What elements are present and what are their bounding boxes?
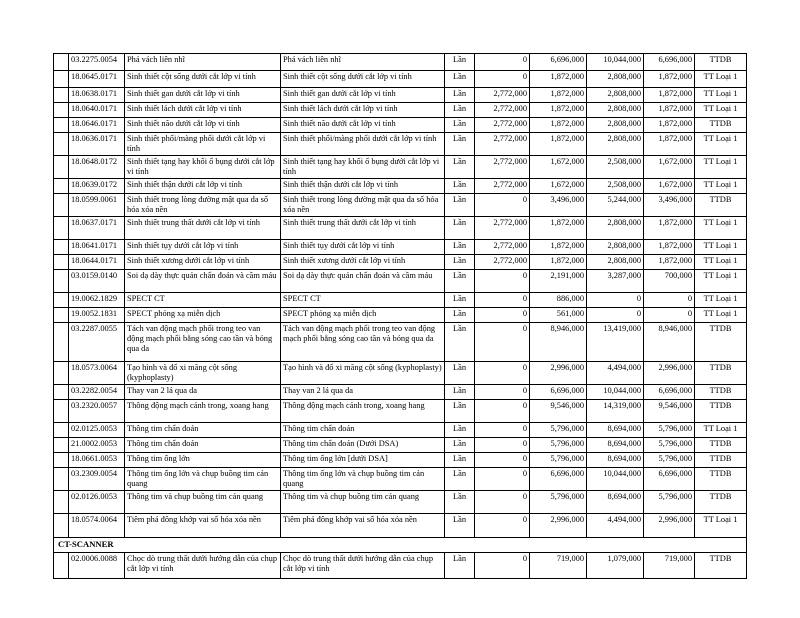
cell-note: TT Loại 1 xyxy=(695,270,747,293)
cell-index xyxy=(54,156,69,179)
cell-price-2: 1,872,000 xyxy=(530,71,587,88)
cell-index xyxy=(54,453,69,468)
cell-price-3: 4,494,000 xyxy=(587,514,644,538)
cell-price-4: 0 xyxy=(644,293,695,308)
cell-price-3: 8,694,000 xyxy=(587,453,644,468)
cell-price-2: 1,872,000 xyxy=(530,217,587,240)
cell-price-3: 10,044,000 xyxy=(587,468,644,491)
cell-price-1: 0 xyxy=(475,491,530,514)
cell-index xyxy=(54,293,69,308)
cell-price-2: 886,000 xyxy=(530,293,587,308)
cell-unit: Lần xyxy=(445,240,475,255)
cell-note: TT Loại 1 xyxy=(695,71,747,88)
cell-price-4: 1,872,000 xyxy=(644,217,695,240)
table-row xyxy=(54,553,747,579)
cell-price-2: 1,872,000 xyxy=(530,88,587,103)
cell-note: TT Loại 1 xyxy=(695,240,747,255)
cell-price-3: 13,419,000 xyxy=(587,323,644,362)
cell-service-name-alt: Tiêm phá đông khớp vai số hóa xóa nền xyxy=(281,514,445,538)
cell-code: 19.0052.1831 xyxy=(69,308,125,323)
cell-price-4: 1,872,000 xyxy=(644,255,695,270)
table-body xyxy=(54,54,747,538)
cell-unit: Lần xyxy=(445,194,475,217)
table-row xyxy=(54,308,747,323)
cell-service-name-alt: Soi dạ dày thực quản chẩn đoán và cầm máu xyxy=(281,270,445,293)
cell-code: 21.0002.0053 xyxy=(69,438,125,453)
cell-service-name: Sinh thiết cột sống dưới cắt lớp vi tính xyxy=(125,71,281,88)
cell-price-3: 0 xyxy=(587,308,644,323)
cell-service-name: Sinh thiết tụy dưới cắt lớp vi tính xyxy=(125,240,281,255)
cell-service-name-alt: Chọc dò trung thất dưới hướng dẫn của chụp cắt lớp vi tính xyxy=(281,553,445,579)
cell-service-name-alt: Thông tim chẩn đoán xyxy=(281,423,445,438)
cell-price-3: 2,508,000 xyxy=(587,156,644,179)
cell-price-4: 1,672,000 xyxy=(644,179,695,194)
cell-service-name-alt: Tạo hình và đổ xi măng cột sống (kyphoplasty) xyxy=(281,362,445,385)
cell-index xyxy=(54,255,69,270)
cell-price-3: 2,808,000 xyxy=(587,240,644,255)
cell-price-1: 0 xyxy=(475,553,530,579)
cell-index xyxy=(54,217,69,240)
cell-note: TT Loại 1 xyxy=(695,308,747,323)
table-row xyxy=(54,362,747,385)
cell-price-1: 0 xyxy=(475,468,530,491)
cell-code: 18.0573.0064 xyxy=(69,362,125,385)
table-row xyxy=(54,453,747,468)
cell-note: TTDB xyxy=(695,385,747,400)
cell-service-name: Sinh thiết xương dưới cắt lớp vi tính xyxy=(125,255,281,270)
cell-service-name: SPECT CT xyxy=(125,293,281,308)
cell-index xyxy=(54,514,69,538)
cell-index xyxy=(54,385,69,400)
cell-price-3: 8,694,000 xyxy=(587,438,644,453)
cell-price-1: 0 xyxy=(475,385,530,400)
cell-code: 18.0646.0171 xyxy=(69,118,125,133)
cell-price-4: 1,872,000 xyxy=(644,88,695,103)
cell-price-1: 2,772,000 xyxy=(475,255,530,270)
cell-price-4: 6,696,000 xyxy=(644,54,695,71)
cell-price-4: 1,872,000 xyxy=(644,240,695,255)
cell-code: 02.0125.0053 xyxy=(69,423,125,438)
cell-code: 18.0637.0171 xyxy=(69,217,125,240)
cell-code: 18.0641.0171 xyxy=(69,240,125,255)
table-row xyxy=(54,385,747,400)
cell-note: TT Loại 1 xyxy=(695,217,747,240)
cell-service-name: Sinh thiết tạng hay khối ổ bụng dưới cắt lớp vi tính xyxy=(125,156,281,179)
cell-price-2: 6,696,000 xyxy=(530,385,587,400)
cell-price-1: 0 xyxy=(475,453,530,468)
cell-code: 02.0126.0053 xyxy=(69,491,125,514)
cell-price-1: 0 xyxy=(475,308,530,323)
cell-service-name-alt: SPECT CT xyxy=(281,293,445,308)
cell-index xyxy=(54,54,69,71)
cell-service-name: Sinh thiết phổi/màng phổi dưới cắt lớp vi tính xyxy=(125,133,281,156)
cell-price-2: 5,796,000 xyxy=(530,491,587,514)
cell-price-2: 8,946,000 xyxy=(530,323,587,362)
cell-note: TT Loại 1 xyxy=(695,88,747,103)
cell-unit: Lần xyxy=(445,217,475,240)
cell-price-4: 1,872,000 xyxy=(644,71,695,88)
table-row xyxy=(54,156,747,179)
cell-index xyxy=(54,240,69,255)
cell-index xyxy=(54,423,69,438)
table-row xyxy=(54,194,747,217)
cell-unit: Lần xyxy=(445,308,475,323)
cell-service-name: Soi dạ dày thực quản chẩn đoán và cầm máu xyxy=(125,270,281,293)
cell-service-name: Sinh thiết trung thất dưới cắt lớp vi tính xyxy=(125,217,281,240)
cell-price-4: 9,546,000 xyxy=(644,400,695,423)
cell-service-name-alt: Sinh thiết tụy dưới cắt lớp vi tính xyxy=(281,240,445,255)
cell-price-1: 2,772,000 xyxy=(475,240,530,255)
cell-unit: Lần xyxy=(445,423,475,438)
cell-price-2: 5,796,000 xyxy=(530,453,587,468)
cell-service-name-alt: Thông tim và chụp buồng tim cản quang xyxy=(281,491,445,514)
cell-price-3: 8,694,000 xyxy=(587,491,644,514)
cell-price-1: 0 xyxy=(475,323,530,362)
cell-price-2: 561,000 xyxy=(530,308,587,323)
cell-price-3: 3,287,000 xyxy=(587,270,644,293)
cell-service-name-alt: Sinh thiết tạng hay khối ổ bụng dưới cắt lớp vi tính xyxy=(281,156,445,179)
table-row xyxy=(54,514,747,538)
cell-index xyxy=(54,323,69,362)
cell-service-name-alt: Sinh thiết lách dưới cắt lớp vi tính xyxy=(281,103,445,118)
cell-index xyxy=(54,491,69,514)
cell-service-name-alt: SPECT phóng xạ miễn dịch xyxy=(281,308,445,323)
cell-service-name-alt: Sinh thiết cột sống dưới cắt lớp vi tính xyxy=(281,71,445,88)
cell-price-2: 2,996,000 xyxy=(530,362,587,385)
cell-unit: Lần xyxy=(445,88,475,103)
cell-code: 18.0599.0061 xyxy=(69,194,125,217)
table-row xyxy=(54,491,747,514)
cell-unit: Lần xyxy=(445,118,475,133)
cell-service-name-alt: Thông tim ống lớn [dưới DSA] xyxy=(281,453,445,468)
cell-index xyxy=(54,270,69,293)
cell-unit: Lần xyxy=(445,400,475,423)
cell-unit: Lần xyxy=(445,362,475,385)
cell-unit: Lần xyxy=(445,133,475,156)
cell-service-name-alt: Sinh thiết não dưới cắt lớp vi tính xyxy=(281,118,445,133)
cell-note: TT Loại 1 xyxy=(695,514,747,538)
cell-service-name: SPECT phóng xạ miễn dịch xyxy=(125,308,281,323)
cell-price-2: 1,872,000 xyxy=(530,133,587,156)
cell-index xyxy=(54,133,69,156)
cell-service-name: Sinh thiết gan dưới cắt lớp vi tính xyxy=(125,88,281,103)
cell-price-2: 2,191,000 xyxy=(530,270,587,293)
cell-price-4: 1,872,000 xyxy=(644,133,695,156)
cell-service-name-alt: Phá vách liên nhĩ xyxy=(281,54,445,71)
cell-price-3: 8,694,000 xyxy=(587,423,644,438)
cell-price-3: 2,808,000 xyxy=(587,255,644,270)
table-row xyxy=(54,293,747,308)
cell-price-1: 2,772,000 xyxy=(475,133,530,156)
cell-price-2: 1,872,000 xyxy=(530,240,587,255)
cell-price-2: 6,696,000 xyxy=(530,54,587,71)
cell-note: TTDB xyxy=(695,453,747,468)
table-row xyxy=(54,179,747,194)
table-row xyxy=(54,118,747,133)
cell-unit: Lần xyxy=(445,293,475,308)
table-row xyxy=(54,255,747,270)
cell-price-4: 719,000 xyxy=(644,553,695,579)
cell-service-name: Thông tim chẩn đoán xyxy=(125,423,281,438)
cell-service-name: Sinh thiết lách dưới cắt lớp vi tính xyxy=(125,103,281,118)
cell-price-4: 6,696,000 xyxy=(644,385,695,400)
cell-service-name-alt: Thông động mạch cảnh trong, xoang hang xyxy=(281,400,445,423)
cell-code: 03.2282.0054 xyxy=(69,385,125,400)
cell-note: TTDB xyxy=(695,54,747,71)
cell-service-name: Thông tim ống lớn và chụp buồng tim cản quang xyxy=(125,468,281,491)
cell-price-4: 6,696,000 xyxy=(644,468,695,491)
cell-price-3: 10,044,000 xyxy=(587,385,644,400)
section-header-row xyxy=(54,538,747,553)
cell-index xyxy=(54,308,69,323)
cell-index xyxy=(54,179,69,194)
cell-service-name-alt: Thay van 2 lá qua da xyxy=(281,385,445,400)
cell-service-name: Tạo hình và đổ xi măng cột sống (kyphoplasty) xyxy=(125,362,281,385)
cell-note: TT Loại 1 xyxy=(695,255,747,270)
cell-index xyxy=(54,468,69,491)
cell-unit: Lần xyxy=(445,438,475,453)
cell-price-3: 2,808,000 xyxy=(587,103,644,118)
cell-service-name: Sinh thiết trong lòng đường mật qua da số hóa xóa nền xyxy=(125,194,281,217)
cell-price-1: 0 xyxy=(475,194,530,217)
table-row xyxy=(54,400,747,423)
cell-price-4: 5,796,000 xyxy=(644,423,695,438)
cell-unit: Lần xyxy=(445,255,475,270)
table-row xyxy=(54,71,747,88)
table-row xyxy=(54,103,747,118)
cell-price-4: 1,672,000 xyxy=(644,156,695,179)
cell-price-3: 10,044,000 xyxy=(587,54,644,71)
cell-price-1: 0 xyxy=(475,71,530,88)
cell-index xyxy=(54,194,69,217)
cell-index xyxy=(54,438,69,453)
cell-service-name: Thay van 2 lá qua da xyxy=(125,385,281,400)
cell-code: 02.0006.0088 xyxy=(69,553,125,579)
cell-price-1: 2,772,000 xyxy=(475,156,530,179)
cell-price-1: 0 xyxy=(475,438,530,453)
cell-note: TTDB xyxy=(695,118,747,133)
cell-unit: Lần xyxy=(445,453,475,468)
cell-price-4: 5,796,000 xyxy=(644,438,695,453)
table-row xyxy=(54,270,747,293)
cell-unit: Lần xyxy=(445,179,475,194)
cell-price-3: 2,808,000 xyxy=(587,71,644,88)
cell-price-2: 2,996,000 xyxy=(530,514,587,538)
table-body-ct-scanner xyxy=(54,553,747,579)
cell-note: TTDB xyxy=(695,323,747,362)
cell-service-name: Chọc dò trung thất dưới hướng dẫn của chụp cắt lớp vi tính xyxy=(125,553,281,579)
cell-code: 18.0661.0053 xyxy=(69,453,125,468)
cell-note: TT Loại 1 xyxy=(695,293,747,308)
cell-price-1: 0 xyxy=(475,423,530,438)
cell-price-3: 2,508,000 xyxy=(587,179,644,194)
cell-index xyxy=(54,400,69,423)
section-ct-scanner xyxy=(54,538,747,553)
cell-price-4: 1,872,000 xyxy=(644,103,695,118)
cell-code: 18.0644.0171 xyxy=(69,255,125,270)
cell-service-name-alt: Sinh thiết phổi/màng phổi dưới cắt lớp vi tính xyxy=(281,133,445,156)
cell-index xyxy=(54,362,69,385)
cell-price-1: 0 xyxy=(475,270,530,293)
cell-service-name-alt: Sinh thiết trung thất dưới cắt lớp vi tính xyxy=(281,217,445,240)
cell-price-4: 2,996,000 xyxy=(644,514,695,538)
cell-unit: Lần xyxy=(445,156,475,179)
cell-code: 03.0159.0140 xyxy=(69,270,125,293)
cell-code: 18.0640.0171 xyxy=(69,103,125,118)
cell-note: TTDB xyxy=(695,553,747,579)
cell-unit: Lần xyxy=(445,103,475,118)
cell-code: 18.0648.0172 xyxy=(69,156,125,179)
cell-price-2: 6,696,000 xyxy=(530,468,587,491)
cell-price-1: 0 xyxy=(475,514,530,538)
table-row xyxy=(54,240,747,255)
cell-service-name: Sinh thiết thận dưới cắt lớp vi tính xyxy=(125,179,281,194)
cell-service-name: Tiêm phá đông khớp vai số hóa xóa nền xyxy=(125,514,281,538)
table-row xyxy=(54,217,747,240)
cell-note: TTDB xyxy=(695,194,747,217)
cell-unit: Lần xyxy=(445,514,475,538)
cell-service-name: Thông tim và chụp buồng tim cản quang xyxy=(125,491,281,514)
cell-service-name-alt: Sinh thiết xương dưới cắt lớp vi tính xyxy=(281,255,445,270)
cell-note: TT Loại 1 xyxy=(695,179,747,194)
cell-price-1: 0 xyxy=(475,362,530,385)
cell-price-2: 1,872,000 xyxy=(530,103,587,118)
cell-note: TTDB xyxy=(695,400,747,423)
cell-unit: Lần xyxy=(445,54,475,71)
cell-price-2: 1,672,000 xyxy=(530,156,587,179)
cell-price-1: 0 xyxy=(475,400,530,423)
cell-note: TTDB xyxy=(695,491,747,514)
cell-code: 18.0645.0171 xyxy=(69,71,125,88)
cell-note: TTDB xyxy=(695,468,747,491)
table-row xyxy=(54,468,747,491)
cell-service-name: Tách van động mạch phổi trong teo van động mạch phổi bằng sóng cao tần và bóng qua da xyxy=(125,323,281,362)
cell-code: 03.2275.0054 xyxy=(69,54,125,71)
cell-note: TT Loại 1 xyxy=(695,156,747,179)
cell-price-3: 2,808,000 xyxy=(587,118,644,133)
cell-service-name: Thông tim chẩn đoán xyxy=(125,438,281,453)
cell-price-2: 5,796,000 xyxy=(530,423,587,438)
cell-index xyxy=(54,553,69,579)
cell-service-name: Thông tim ống lớn xyxy=(125,453,281,468)
cell-note: TTDB xyxy=(695,362,747,385)
section-title: CT-SCANNER xyxy=(54,538,747,553)
cell-price-2: 1,872,000 xyxy=(530,255,587,270)
cell-price-3: 2,808,000 xyxy=(587,88,644,103)
cell-price-2: 9,546,000 xyxy=(530,400,587,423)
cell-code: 03.2287.0055 xyxy=(69,323,125,362)
cell-unit: Lần xyxy=(445,491,475,514)
cell-price-1: 0 xyxy=(475,293,530,308)
cell-price-4: 2,996,000 xyxy=(644,362,695,385)
cell-code: 18.0636.0171 xyxy=(69,133,125,156)
price-table xyxy=(53,53,747,579)
cell-unit: Lần xyxy=(445,71,475,88)
cell-unit: Lần xyxy=(445,270,475,293)
cell-price-1: 2,772,000 xyxy=(475,217,530,240)
cell-note: TT Loại 1 xyxy=(695,103,747,118)
cell-service-name: Sinh thiết não dưới cắt lớp vi tính xyxy=(125,118,281,133)
cell-price-4: 5,796,000 xyxy=(644,491,695,514)
cell-price-3: 5,244,000 xyxy=(587,194,644,217)
cell-price-4: 0 xyxy=(644,308,695,323)
cell-price-4: 3,496,000 xyxy=(644,194,695,217)
cell-code: 18.0639.0172 xyxy=(69,179,125,194)
cell-price-1: 2,772,000 xyxy=(475,118,530,133)
cell-unit: Lần xyxy=(445,468,475,491)
cell-price-1: 2,772,000 xyxy=(475,179,530,194)
cell-service-name-alt: Sinh thiết gan dưới cắt lớp vi tính xyxy=(281,88,445,103)
cell-service-name-alt: Tách van động mạch phổi trong teo van động mạch phổi bằng sóng cao tần và bóng qua da xyxy=(281,323,445,362)
cell-price-3: 2,808,000 xyxy=(587,133,644,156)
table-row xyxy=(54,438,747,453)
cell-price-3: 2,808,000 xyxy=(587,217,644,240)
cell-service-name-alt: Sinh thiết trong lòng đường mật qua da số hóa xóa nền xyxy=(281,194,445,217)
cell-index xyxy=(54,103,69,118)
cell-note: TT Loại 1 xyxy=(695,423,747,438)
cell-service-name-alt: Thông tim chẩn đoán (Dưới DSA) xyxy=(281,438,445,453)
cell-service-name-alt: Thông tim ống lớn và chụp buồng tim cản quang xyxy=(281,468,445,491)
table-row xyxy=(54,423,747,438)
cell-index xyxy=(54,71,69,88)
cell-price-1: 2,772,000 xyxy=(475,103,530,118)
cell-price-4: 1,872,000 xyxy=(644,118,695,133)
cell-price-2: 719,000 xyxy=(530,553,587,579)
cell-unit: Lần xyxy=(445,385,475,400)
cell-code: 18.0574.0064 xyxy=(69,514,125,538)
cell-service-name: Thông động mạch cảnh trong, xoang hang xyxy=(125,400,281,423)
cell-code: 18.0638.0171 xyxy=(69,88,125,103)
cell-price-4: 5,796,000 xyxy=(644,453,695,468)
cell-price-1: 2,772,000 xyxy=(475,88,530,103)
cell-price-4: 8,946,000 xyxy=(644,323,695,362)
cell-code: 19.0062.1829 xyxy=(69,293,125,308)
table-row xyxy=(54,133,747,156)
cell-price-4: 700,000 xyxy=(644,270,695,293)
table-row xyxy=(54,88,747,103)
cell-index xyxy=(54,118,69,133)
table-row xyxy=(54,323,747,362)
cell-note: TTDB xyxy=(695,438,747,453)
cell-note: TT Loại 1 xyxy=(695,133,747,156)
cell-price-2: 1,672,000 xyxy=(530,179,587,194)
cell-price-2: 3,496,000 xyxy=(530,194,587,217)
cell-unit: Lần xyxy=(445,323,475,362)
cell-service-name: Phá vách liên nhĩ xyxy=(125,54,281,71)
cell-price-3: 4,494,000 xyxy=(587,362,644,385)
cell-price-2: 5,796,000 xyxy=(530,438,587,453)
cell-price-3: 14,319,000 xyxy=(587,400,644,423)
cell-unit: Lần xyxy=(445,553,475,579)
cell-service-name-alt: Sinh thiết thận dưới cắt lớp vi tính xyxy=(281,179,445,194)
cell-code: 03.2320.0057 xyxy=(69,400,125,423)
cell-price-3: 1,079,000 xyxy=(587,553,644,579)
cell-price-1: 0 xyxy=(475,54,530,71)
table-row xyxy=(54,54,747,71)
cell-price-3: 0 xyxy=(587,293,644,308)
cell-code: 03.2309.0054 xyxy=(69,468,125,491)
cell-index xyxy=(54,88,69,103)
cell-price-2: 1,872,000 xyxy=(530,118,587,133)
